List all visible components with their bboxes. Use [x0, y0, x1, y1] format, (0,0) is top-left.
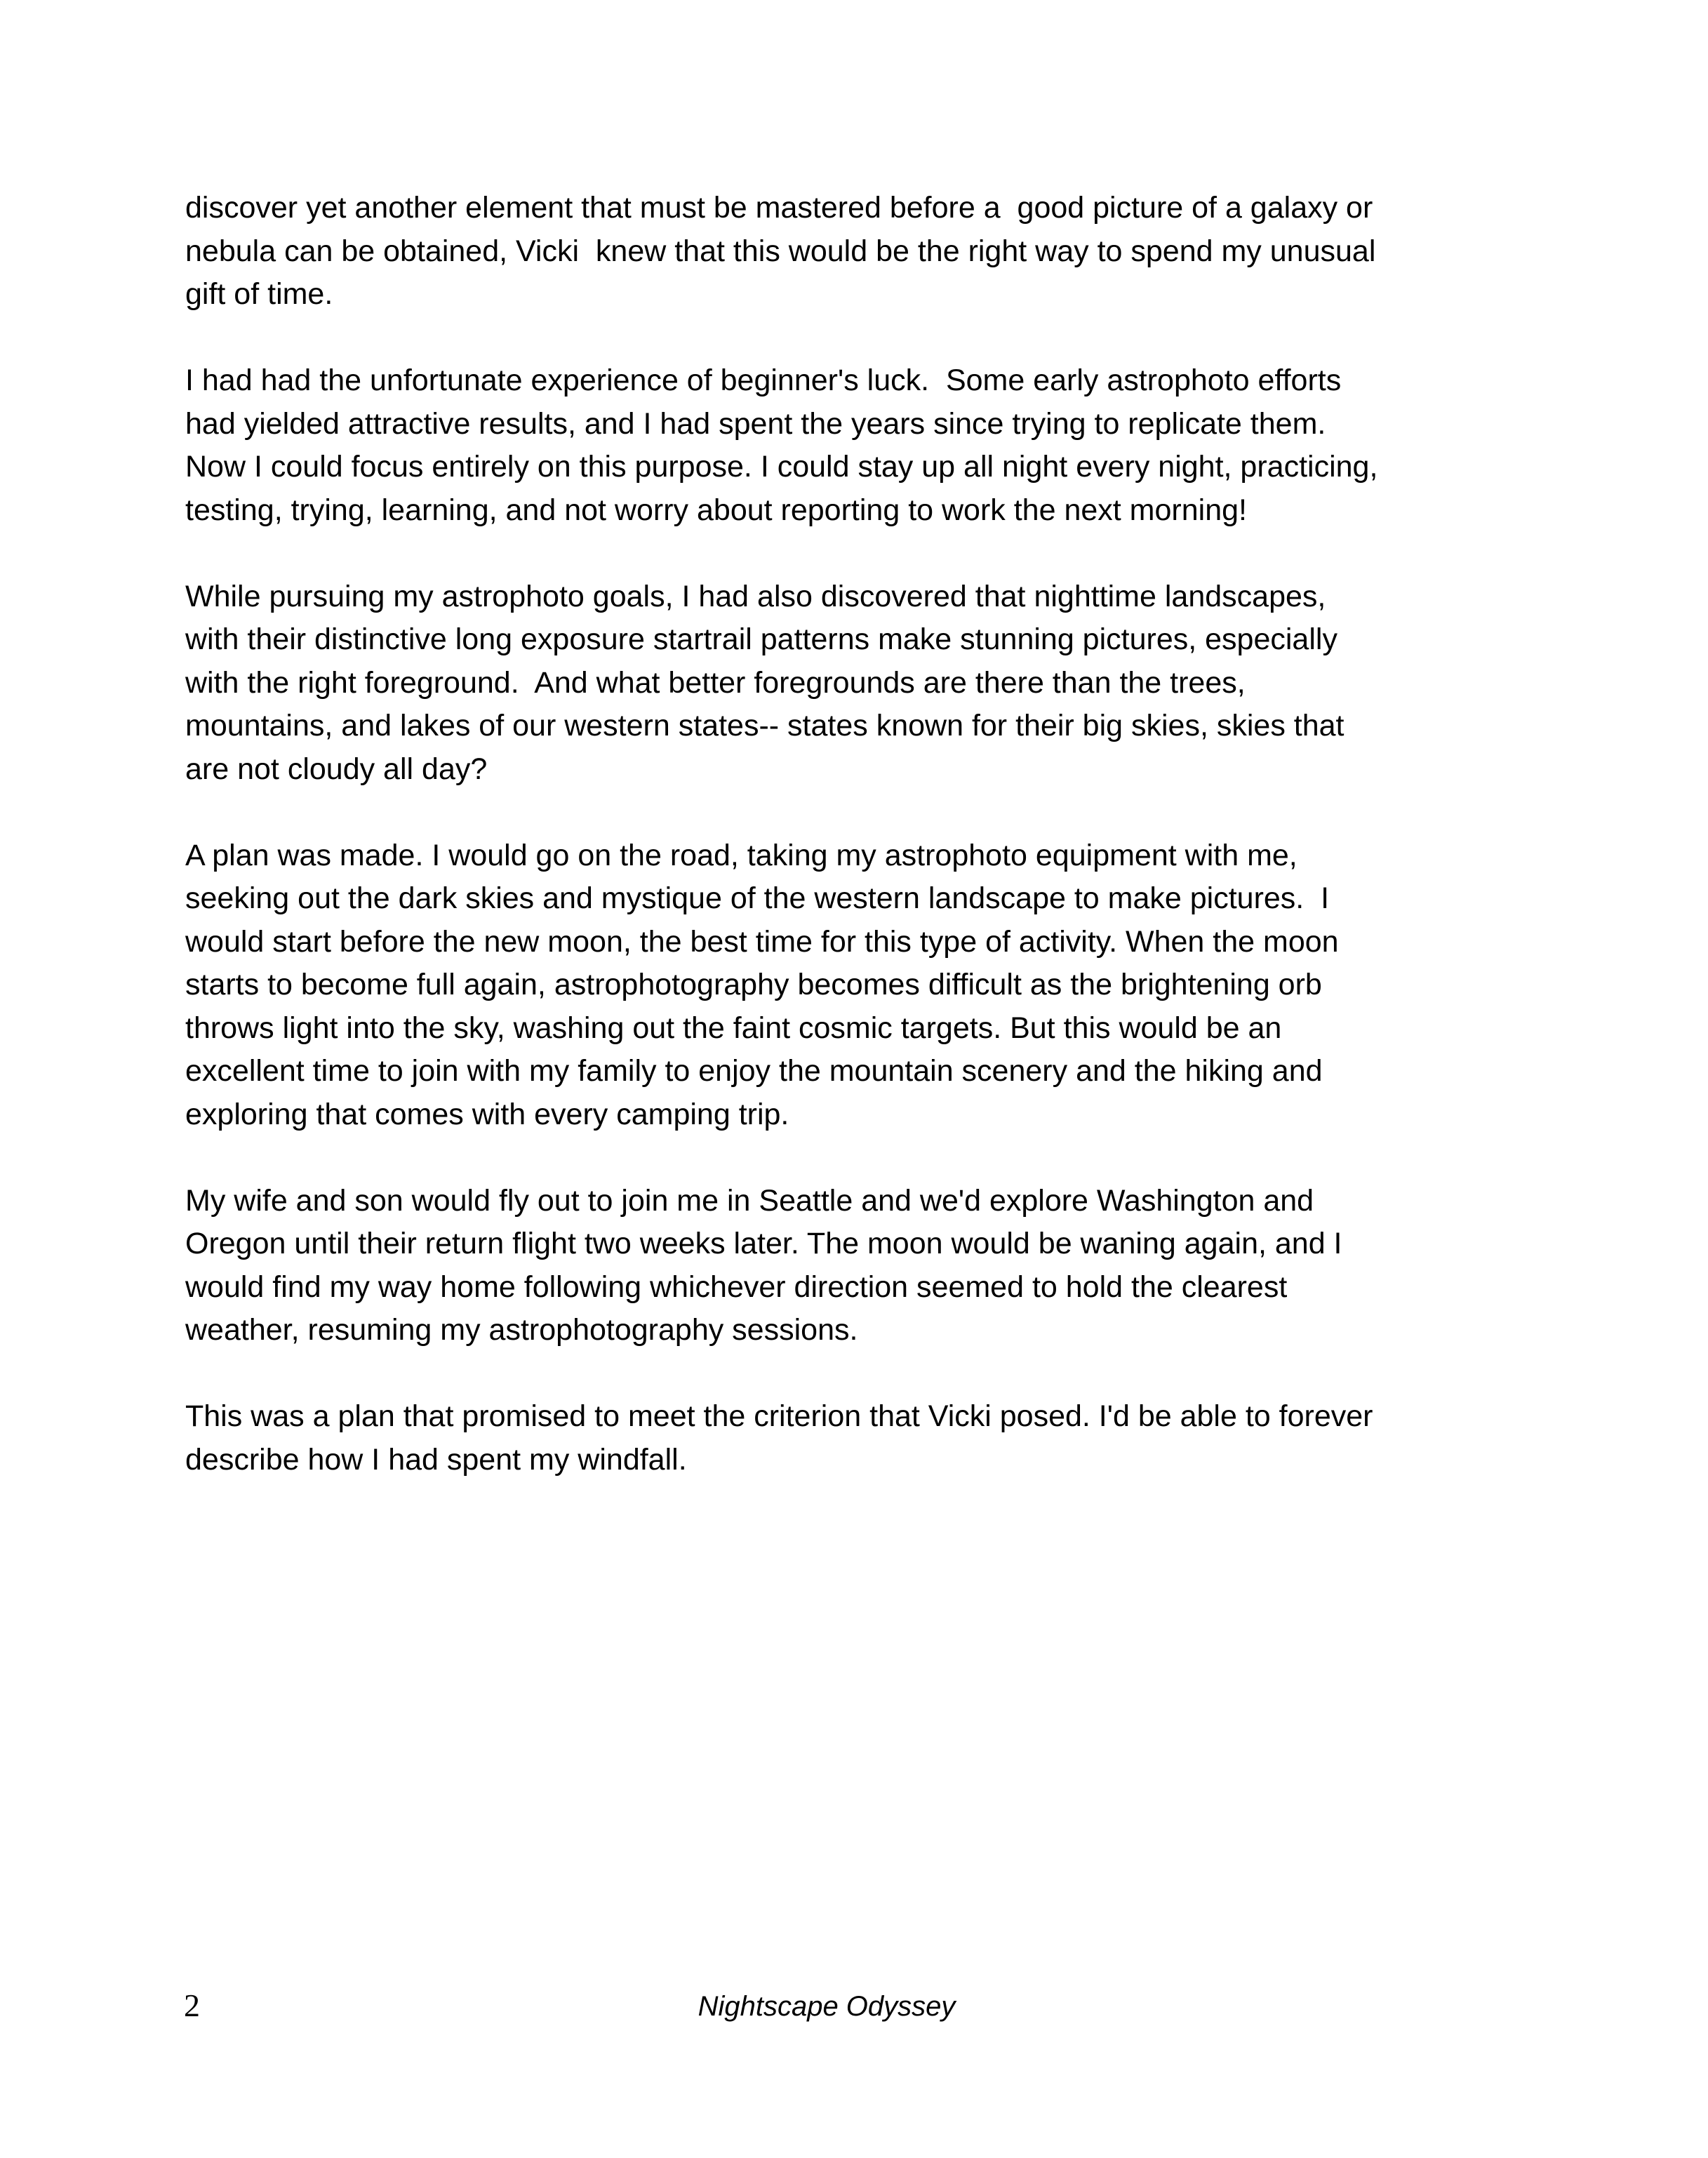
paragraph-spacer: [185, 1136, 1504, 1180]
paragraph: [185, 1180, 1504, 1352]
text-line: with their distinctive long exposure startrail patterns make stunning pictures, especially: [185, 622, 1337, 656]
text-line: My wife and son would fly out to join me in Seattle and we'd explore Washington and: [185, 1183, 1314, 1218]
paragraph-spacer: [185, 791, 1504, 834]
text-line: Oregon until their return flight two weeks later. The moon would be waning again, and I: [185, 1227, 1342, 1260]
text-line: gift of time.: [185, 277, 333, 311]
text-line: starts to become full again, astrophotography becomes difficult as the brightening orb: [185, 968, 1322, 1001]
paragraph: [185, 834, 1504, 1137]
text-line: Now I could focus entirely on this purpose. I could stay up all night every night, practicing,: [185, 450, 1378, 484]
text-line: testing, trying, learning, and not worry about reporting to work the next morning!: [185, 493, 1247, 527]
text-line: exploring that comes with every camping trip.: [185, 1097, 789, 1131]
text-line: had yielded attractive results, and I had spent the years since trying to replicate them.: [185, 406, 1326, 441]
text-line: weather, resuming my astrophotography sessions.: [185, 1313, 858, 1347]
text-line: with the right foreground. And what better foregrounds are there than the trees,: [185, 665, 1246, 700]
paragraph-spacer: [185, 532, 1504, 575]
text-line: This was a plan that promised to meet the criterion that Vicki posed. I'd be able to forever: [185, 1399, 1373, 1433]
paragraph: [185, 187, 1504, 317]
text-line: seeking out the dark skies and mystique of the western landscape to make pictures. I: [185, 881, 1330, 915]
text-line: I had had the unfortunate experience of beginner's luck. Some early astrophoto efforts: [185, 364, 1342, 397]
paragraph: [185, 575, 1504, 792]
paragraph: [185, 1395, 1504, 1481]
text-line: A plan was made. I would go on the road, taking my astrophoto equipment with me,: [185, 838, 1297, 872]
text-line: throws light into the sky, washing out the faint cosmic targets. But this would be an: [185, 1011, 1282, 1045]
body-text: [185, 187, 1504, 1481]
text-line: are not cloudy all day?: [185, 752, 488, 786]
text-line: would find my way home following whichever direction seemed to hold the clearest: [185, 1270, 1288, 1304]
paragraph: [185, 359, 1504, 532]
page-number: 2: [184, 1987, 200, 2023]
paragraph-spacer: [185, 1352, 1504, 1396]
text-line: While pursuing my astrophoto goals, I had also discovered that nighttime landscapes,: [185, 579, 1326, 613]
text-line: describe how I had spent my windfall.: [185, 1442, 687, 1477]
paragraph-spacer: [185, 317, 1504, 360]
text-line: mountains, and lakes of our western states-- states known for their big skies, skies that: [185, 709, 1345, 742]
text-line: discover yet another element that must be mastered before a good picture of a galaxy or: [185, 191, 1373, 225]
running-footer-title: Nightscape Odyssey: [698, 1991, 956, 2022]
text-line: excellent time to join with my family to enjoy the mountain scenery and the hiking and: [185, 1054, 1323, 1088]
text-line: nebula can be obtained, Vicki knew that this would be the right way to spend my unusual: [185, 234, 1376, 268]
text-line: would start before the new moon, the best time for this type of activity. When the moon: [185, 924, 1339, 959]
